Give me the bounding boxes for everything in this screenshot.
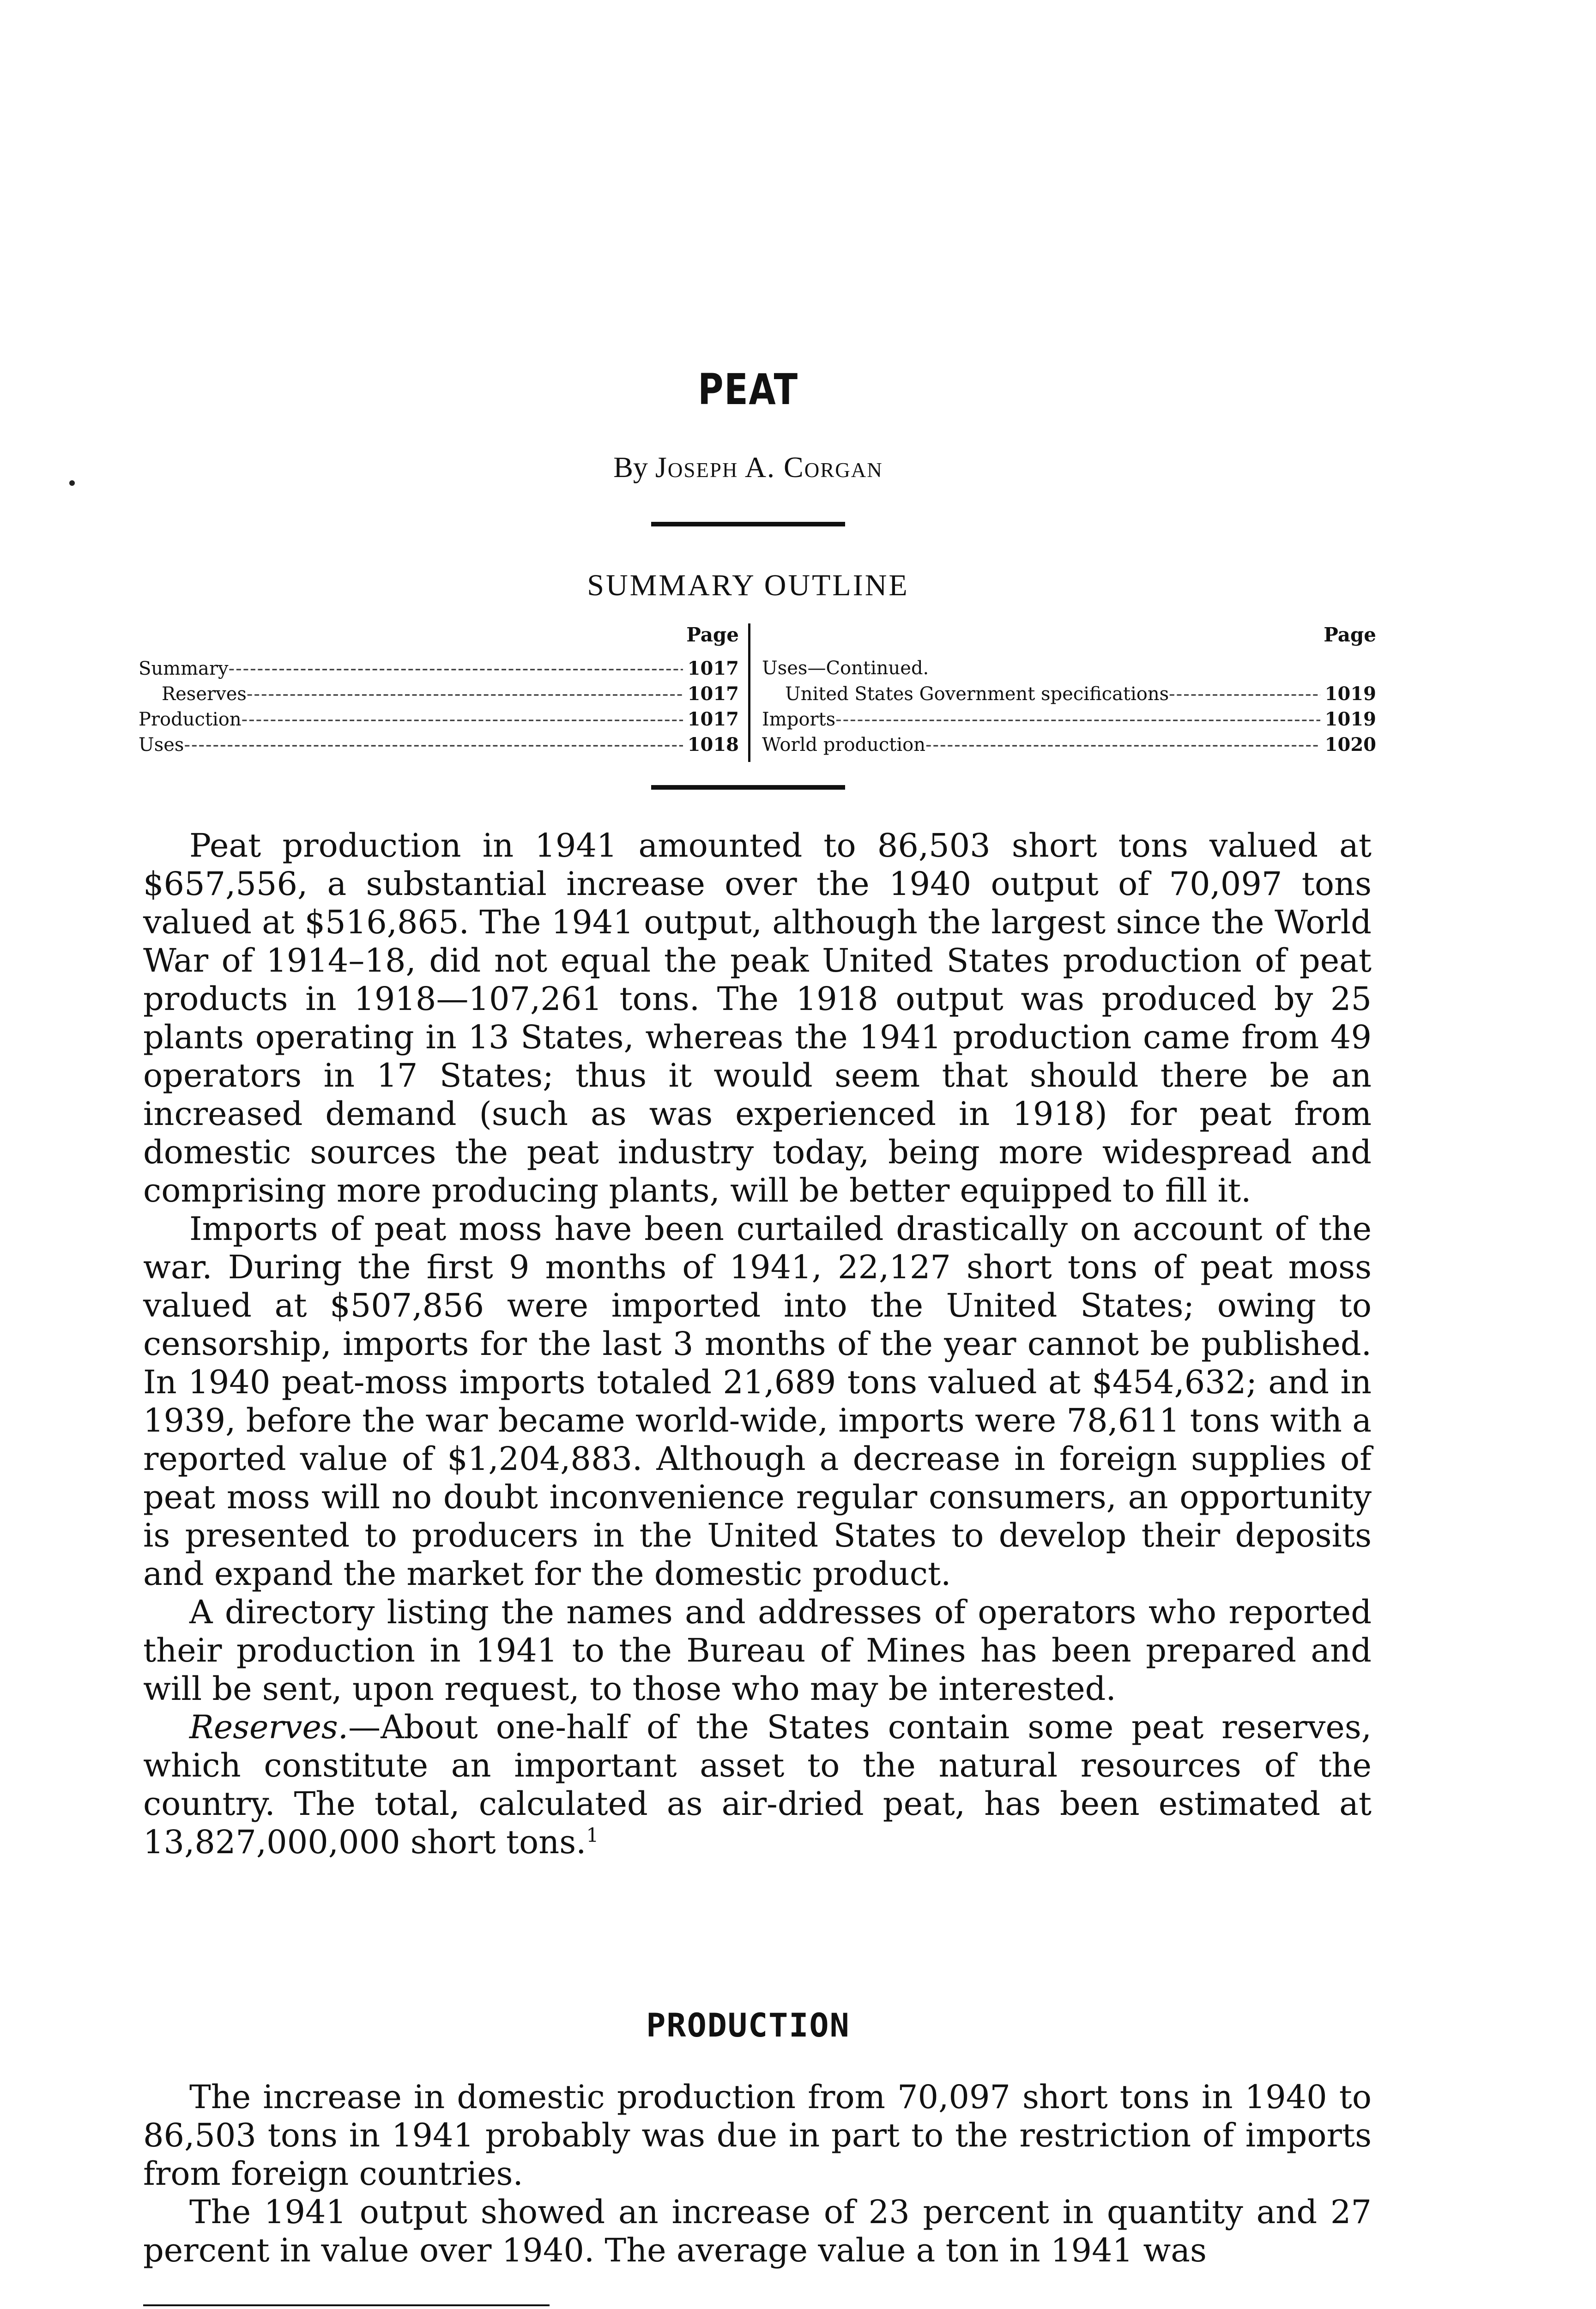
toc-row-uses	[139, 732, 739, 757]
toc-row-summary	[139, 656, 739, 681]
body-paragraph: Peat production in 1941 amounted to 86,503 short tons valued at $657,556, a substantial increase over the 1940 output of 70,097 tons valued at $516,865. The 1941 output, although the largest since the World War of 1914–18, did not equal the peak United States production of peat products in 1918—107,261 tons. The 1918 output was produced by 25 plants operating in 13 States, whereas the 1941 production came from 49 operators in 17 States; thus it would seem that should there be an increased demand (such as was experienced in 1918) for peat from domestic sources the peat industry today, being more widespread and comprising more producing plants, will be better equipped to fill it.	[143, 827, 1372, 1209]
reserves-label: Reserves.	[189, 1708, 349, 1746]
body-paragraph: The increase in domestic production from 70,097 short tons in 1940 to 86,503 tons in 1941 probably was due in part to the restriction of imports from foreign countries.	[143, 2078, 1372, 2193]
footnote-rule	[143, 2304, 550, 2306]
toc-row-imports	[762, 707, 1376, 732]
toc-page-number: 1020	[1324, 734, 1376, 756]
toc-label: Summary	[139, 658, 229, 679]
toc-leader	[229, 656, 683, 682]
toc-page-number: 1017	[687, 658, 739, 679]
byline	[0, 450, 1496, 484]
reserves-paragraph	[143, 1708, 1372, 1862]
toc-page-number: 1017	[687, 708, 739, 730]
toc-label: Production	[139, 709, 242, 730]
byline-prefix: By	[613, 451, 648, 484]
outline-rule	[651, 785, 845, 790]
title-rule	[651, 522, 845, 526]
toc-leader	[242, 707, 683, 732]
summary-outline-heading: SUMMARY OUTLINE	[587, 568, 909, 602]
toc-row-production	[139, 707, 739, 732]
toc-page-header: Page	[686, 623, 739, 646]
summary-body	[143, 827, 1372, 1862]
toc-label: Imports	[762, 709, 836, 730]
author-name: Joseph A. Corgan	[655, 451, 883, 484]
toc-page-header: Page	[1324, 623, 1376, 646]
toc-left-column	[139, 623, 739, 757]
production-heading: PRODUCTION	[646, 2007, 850, 2044]
toc-page-number: 1019	[1324, 708, 1376, 730]
reserves-text: —About one-half of the States contain some peat reserves, which constitute an important asset to the natural resources of the country. The total, calculated as air-dried peat, has been estimated at 13,827,000,000 short tons.	[143, 1708, 1372, 1861]
body-paragraph: Imports of peat moss have been curtailed drastically on account of the war. During the first 9 months of 1941, 22,127 short tons of peat moss valued at $507,856 were imported into the United States; owing to censorship, imports for the last 3 months of the year cannot be published. In 1940 peat-moss imports totaled 21,689 tons valued at $454,632; and in 1939, before the war became world-wide, imports were 78,611 tons with a reported value of $1,204,883. Although a decrease in foreign supplies of peat moss will no doubt inconvenience regular consumers, an opportunity is presented to producers in the United States to develop their deposits and expand the market for the domestic product.	[143, 1210, 1372, 1593]
summary-outline-table	[139, 623, 1376, 762]
toc-leader	[925, 732, 1320, 758]
toc-row-uses-continued	[762, 656, 1376, 681]
production-body	[143, 2078, 1372, 2270]
toc-row-gov-specifications	[762, 681, 1376, 707]
toc-label: Reserves	[162, 683, 247, 705]
toc-label: Uses—Continued.	[762, 658, 929, 679]
page-title: PEAT	[698, 365, 798, 414]
body-paragraph: A directory listing the names and addresses of operators who reported their production in 1941 to the Bureau of Mines has been prepared and will be sent, upon request, to those who may be interested.	[143, 1593, 1372, 1708]
toc-leader	[247, 682, 683, 707]
toc-page-number: 1017	[687, 683, 739, 705]
footnote-reference: 1	[586, 1824, 599, 1847]
toc-leader	[1169, 682, 1320, 707]
toc-divider	[748, 623, 750, 762]
toc-label: World production	[762, 734, 926, 756]
toc-row-world-production	[762, 732, 1376, 757]
toc-label: Uses	[139, 734, 184, 756]
toc-leader	[184, 732, 683, 758]
toc-leader	[835, 707, 1320, 732]
toc-right-column	[762, 623, 1376, 757]
toc-label: United States Government specifications	[785, 683, 1169, 705]
toc-page-number: 1019	[1324, 683, 1376, 705]
toc-row-reserves	[139, 681, 739, 707]
toc-page-number: 1018	[687, 734, 739, 756]
body-paragraph: The 1941 output showed an increase of 23 percent in quantity and 27 percent in value over 1940. The average value a ton in 1941 was	[143, 2193, 1372, 2269]
